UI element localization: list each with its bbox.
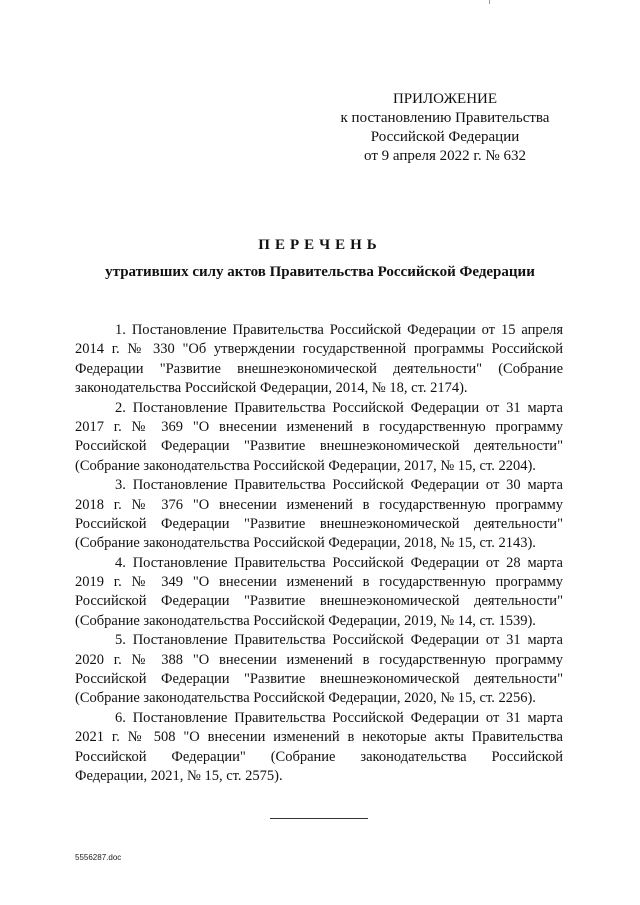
file-name-footer: 5556287.doc: [75, 853, 122, 862]
appendix-reference: к постановлению Правительства: [340, 110, 550, 126]
list-item: [75, 709, 563, 787]
item-line: Федерации "Развитие внешнеэкономической деятельности" (Собрание: [75, 360, 563, 377]
item-line: Российской Федерации "Развитие внешнеэкономической деятельности": [75, 438, 563, 455]
item-line: (Собрание законодательства Российской Федерации, 2017, № 15, ст. 2204).: [75, 457, 536, 474]
appendix-date-number: от 9 апреля 2022 г. № 632: [364, 148, 526, 164]
item-line: (Собрание законодательства Российской Федерации, 2018, № 15, ст. 2143).: [75, 535, 536, 552]
item-line: 2. Постановление Правительства Российской Федерации от 31 марта: [115, 399, 563, 416]
item-line: законодательства Российской Федерации, 2014, № 18, ст. 2174).: [75, 380, 468, 397]
appendix-block: [330, 90, 560, 166]
item-line: 2017 г. № 369 "О внесении изменений в государственную программу: [75, 418, 563, 435]
document-subtitle: утративших силу актов Правительства Российской Федерации: [105, 264, 535, 280]
item-line: 5. Постановление Правительства Российской Федерации от 31 марта: [115, 632, 563, 649]
item-line: 2021 г. № 508 "О внесении изменений в некоторые акты Правительства: [75, 729, 563, 746]
item-line: 4. Постановление Правительства Российской Федерации от 28 марта: [115, 554, 563, 571]
acts-list: [75, 321, 563, 786]
end-separator: [270, 818, 368, 820]
item-line: (Собрание законодательства Российской Федерации, 2019, № 14, ст. 1539).: [75, 612, 536, 629]
document-title: ПЕРЕЧЕНЬ: [258, 237, 382, 253]
list-item: [75, 554, 563, 632]
item-line: Российской Федерации "Развитие внешнеэкономической деятельности": [75, 671, 563, 688]
appendix-authority: Российской Федерации: [370, 129, 520, 145]
appendix-heading: ПРИЛОЖЕНИЕ: [392, 91, 498, 107]
list-item: [75, 321, 563, 399]
item-line: Российской Федерации "Развитие внешнеэкономической деятельности": [75, 515, 563, 532]
item-line: 1. Постановление Правительства Российской Федерации от 15 апреля: [115, 322, 563, 338]
item-line: (Собрание законодательства Российской Федерации, 2020, № 15, ст. 2256).: [75, 690, 536, 707]
item-line: 2020 г. № 388 "О внесении изменений в государственную программу: [75, 651, 563, 668]
item-line: Федерации, 2021, № 15, ст. 2575).: [75, 767, 283, 784]
item-line: 2014 г. № 330 "Об утверждении государственной программы Российской: [75, 341, 563, 358]
item-line: Российской Федерации "Развитие внешнеэкономической деятельности": [75, 593, 563, 610]
item-line: Российской Федерации" (Собрание законодательства Российской: [75, 748, 563, 765]
list-item: [75, 631, 563, 709]
list-item: [75, 476, 563, 554]
item-line: 6. Постановление Правительства Российской Федерации от 31 марта: [115, 709, 563, 726]
item-line: 2019 г. № 349 "О внесении изменений в государственную программу: [75, 574, 563, 591]
item-line: 2018 г. № 376 "О внесении изменений в государственную программу: [75, 496, 563, 513]
scan-mark: [489, 0, 490, 4]
list-item: [75, 399, 563, 477]
item-line: 3. Постановление Правительства Российской Федерации от 30 марта: [115, 477, 563, 494]
